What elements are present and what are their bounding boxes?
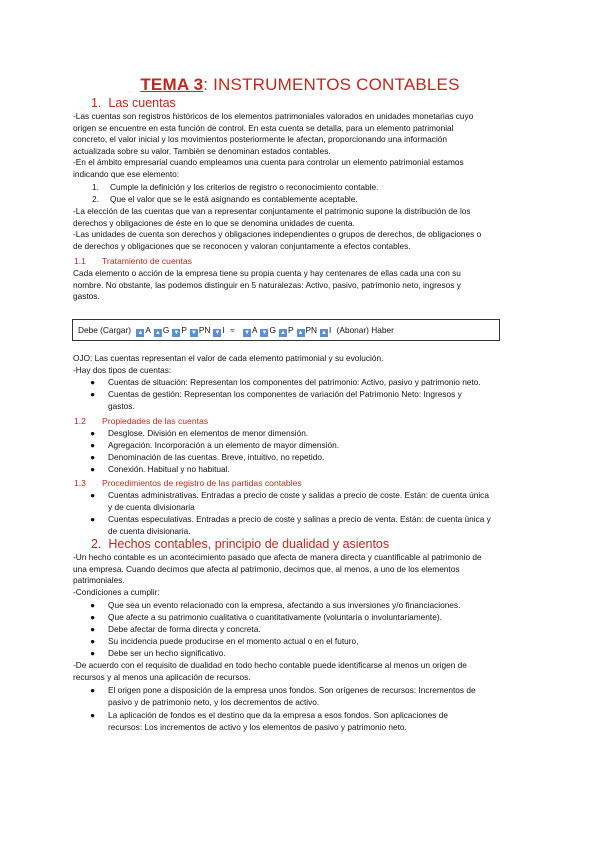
bullet-icon: ●: [90, 377, 96, 387]
text-line: -Las cuentas son registros históricos de los elementos patrimoniales valorados en unidades monetarias cuyo: [73, 111, 474, 121]
arrow-up-icon: ▲: [297, 330, 304, 336]
list-text: Cuentas especulativas. Entradas a precio de coste y salinas a precio de venta. Están: de cuenta única y: [108, 514, 491, 524]
list-item: [90, 636, 359, 648]
bullet-icon: ●: [90, 440, 96, 450]
list-item: [92, 182, 379, 194]
text-line: patrimoniales.: [73, 575, 125, 586]
bullet-icon: ●: [90, 624, 96, 634]
text-line: Cada elemento o acción de la empresa tiene su propia cuenta y hay centenares de ellas cada una con su: [73, 268, 461, 278]
list-text: Que el valor que se le está asignando es contablemente aceptable.: [110, 194, 358, 204]
heading-number: 1.1: [74, 256, 86, 266]
paragraph-1: [73, 111, 528, 181]
bullet-icon: ●: [90, 428, 96, 438]
list-text: Conexión. Habitual y no habitual.: [108, 464, 230, 474]
text-line: -Condiciones a cumplir:: [73, 586, 160, 597]
list-text: Cuentas de gestión: Representan los componentes de variación del Patrimonio Neto: Ingresos y: [108, 389, 462, 399]
paragraph-5: [73, 552, 528, 598]
text-line: -En el ámbito empresarial cuando empleamos una cuenta para controlar un elemento patrimonial estamos: [73, 157, 464, 168]
list-item: [90, 490, 489, 513]
bullet-icon: ●: [90, 389, 96, 399]
heading-label: Propiedades de las cuentas: [102, 416, 209, 426]
heading-number: 1.3: [74, 478, 86, 488]
list-text: Cuentas administrativas. Entradas a precio de coste y salidas a precio de coste. Están: de cuenta única: [108, 490, 489, 500]
list-text: gastos.: [108, 400, 135, 411]
list-text: Debe ser un hecho significativo.: [108, 648, 226, 658]
text-line: concreto, el valor inicial y los movimientos posteriormente le afectan, proporcionando una información: [73, 134, 448, 145]
heading-tratamiento: [74, 256, 192, 266]
list-item: [90, 710, 448, 733]
text-line: gastos.: [73, 291, 100, 302]
arrow-down-icon: ▼: [261, 330, 268, 336]
list-item: [92, 194, 358, 206]
arrow-down-icon: ▼: [214, 330, 221, 336]
list-number: 2.: [92, 194, 99, 204]
debe-item-label: A: [145, 325, 151, 335]
debe-item-label: I: [222, 325, 225, 335]
list-item: [90, 428, 309, 440]
list-text: pasivo y de patrimonio neto, y los decrementos de activo.: [108, 696, 320, 707]
haber-items: [240, 325, 331, 335]
list-text: recursos: Los incrementos de activo y los elementos de pasivo y patrimonio neto.: [108, 721, 407, 732]
list-text: La aplicación de fondos es el destino que da la empresa a esos fondos. Son aplicaciones de: [108, 710, 448, 720]
list-item: [90, 514, 491, 537]
heading-number: 1.: [91, 96, 102, 110]
text-line: indicando que ese elemento:: [73, 168, 180, 179]
text-line: nombre. No obstante, las podemos distinguir en 5 naturalezas: Activo, pasivo, patrimonio neto, ingresos y: [73, 279, 461, 290]
list-text: Desglose. División en elementos de menor dimensión.: [108, 428, 309, 438]
list-text: Agregación. Incorporación a un elemento de mayor dimensión.: [108, 440, 340, 450]
list-text: y de cuenta divisionaria: [108, 501, 195, 512]
text-line: -La elección de las cuentas que van a representar conjuntamente el patrimonio supone la distribución de los: [73, 206, 471, 216]
list-text: Debe afectar de forma directa y concreta.: [108, 624, 261, 634]
list-item: [90, 612, 442, 624]
heading-label: Procedimientos de registro de las partidas contables: [102, 478, 302, 488]
approx-symbol: ≈: [230, 325, 235, 335]
haber-item-label: I: [329, 325, 332, 335]
list-item: [90, 377, 481, 389]
text-line: origen se encuentre en esta función de control. En esta cuenta se detalla, para un elemento patrimonial: [73, 122, 454, 133]
text-line: -Un hecho contable es un acontecimiento pasado que afecta de manera directa y cuantificable al patrimonio de: [73, 552, 482, 562]
text-line: derechos y obligaciones de éste en lo que se denomina unidades de cuenta.: [73, 217, 355, 228]
paragraph-4: [73, 353, 528, 376]
heading-hechos-contables: [91, 537, 389, 551]
haber-label: (Abonar) Haber: [336, 325, 394, 335]
list-item: [90, 648, 226, 660]
bullet-icon: ●: [90, 600, 96, 610]
bullet-icon: ●: [90, 710, 96, 720]
text-line: recursos y al menos una aplicación de recursos.: [73, 671, 251, 682]
arrow-up-icon: ▲: [137, 330, 144, 336]
heading-number: 2.: [91, 537, 102, 551]
arrow-down-icon: ▼: [243, 330, 250, 336]
arrow-down-icon: ▼: [190, 330, 197, 336]
text-line: de derechos y obligaciones que se reconocen y valoran conjuntamente a efectos contables.: [73, 240, 411, 251]
title-bold: TEMA 3: [140, 75, 204, 94]
page-title: [0, 75, 600, 95]
bullet-icon: ●: [90, 612, 96, 622]
haber-item-label: G: [269, 325, 276, 335]
list-text: Que sea un evento relacionado con la empresa, afectando a sus inversiones y/o financiaciones.: [108, 600, 461, 610]
debe-item-label: PN: [198, 325, 211, 335]
bullet-icon: ●: [90, 636, 96, 646]
heading-procedimientos: [74, 478, 302, 488]
text-line: -De acuerdo con el requisito de dualidad en todo hecho contable puede identificarse al menos un origen de: [73, 660, 467, 670]
debe-label: Debe (Cargar): [78, 325, 132, 335]
debe-item-label: G: [162, 325, 170, 335]
bullet-icon: ●: [90, 685, 96, 695]
list-text: Denominación de las cuentas. Breve, intuitivo, no repetido.: [108, 452, 325, 462]
debe-items: [133, 325, 224, 335]
text-line: actualizada sobre su valor. También se denominan estados contables.: [73, 145, 331, 156]
heading-las-cuentas: [91, 96, 176, 110]
heading-label: Las cuentas: [108, 96, 176, 110]
bullet-icon: ●: [90, 464, 96, 474]
list-text: Cuentas de situación: Representan los componentes del patrimonio: Activo, pasivo y patrimonio neto.: [108, 377, 481, 387]
bullet-icon: ●: [90, 648, 96, 658]
heading-label: Tratamiento de cuentas: [102, 256, 192, 266]
haber-item-label: PN: [305, 325, 318, 335]
arrow-down-icon: ▼: [173, 330, 180, 336]
arrow-up-icon: ▲: [154, 330, 161, 336]
heading-number: 1.2: [74, 416, 86, 426]
bullet-icon: ●: [90, 514, 96, 524]
list-text: Su incidencia puede producirse en el momento actual o en el futuro,: [108, 636, 359, 646]
paragraph-3: [73, 268, 528, 303]
arrow-up-icon: ▲: [321, 330, 327, 336]
list-text: Que afecte a su patrimonio cualitativa o cuantitativamente (voluntaria o involuntariamente).: [108, 612, 442, 622]
list-number: 1.: [92, 182, 99, 192]
paragraph-6: [73, 660, 528, 683]
paragraph-2: [73, 206, 528, 252]
heading-label: Hechos contables, principio de dualidad y asientos: [108, 537, 390, 551]
list-item: [90, 624, 261, 636]
title-rest: : INSTRUMENTOS CONTABLES: [203, 75, 460, 94]
list-text: de cuenta divisionaria.: [108, 525, 191, 536]
text-line: una empresa. Cuando decimos que afecta al patrimonio, decimos que, al menos, a uno de los elementos: [73, 563, 460, 574]
list-text: El origen pone a disposición de la empresa unos fondos. Son orígenes de recursos: Incrementos de: [108, 685, 476, 695]
heading-propiedades: [74, 416, 208, 426]
debe-item-label: P: [181, 325, 187, 335]
list-item: [90, 452, 325, 464]
list-item: [90, 685, 476, 708]
list-text: Cumple la definición y los criterios de registro o reconocimiento contable.: [110, 182, 379, 192]
bullet-icon: ●: [90, 452, 96, 462]
debe-haber-box: [72, 319, 500, 341]
arrow-up-icon: ▲: [279, 330, 286, 336]
text-line: -Hay dos tipos de cuentas:: [73, 364, 172, 375]
haber-item-label: P: [287, 325, 294, 335]
list-item: [90, 440, 340, 452]
list-item: [90, 389, 462, 412]
text-line: OJO: Las cuentas representan el valor de cada elemento patrimonial y su evolución.: [73, 353, 384, 363]
bullet-icon: ●: [90, 490, 96, 500]
list-item: [90, 600, 461, 612]
text-line: -Las unidades de cuenta son derechos y obligaciones independientes o grupos de derechos, de obligaciones o: [73, 229, 482, 240]
list-item: [90, 464, 230, 476]
haber-item-label: A: [251, 325, 258, 335]
